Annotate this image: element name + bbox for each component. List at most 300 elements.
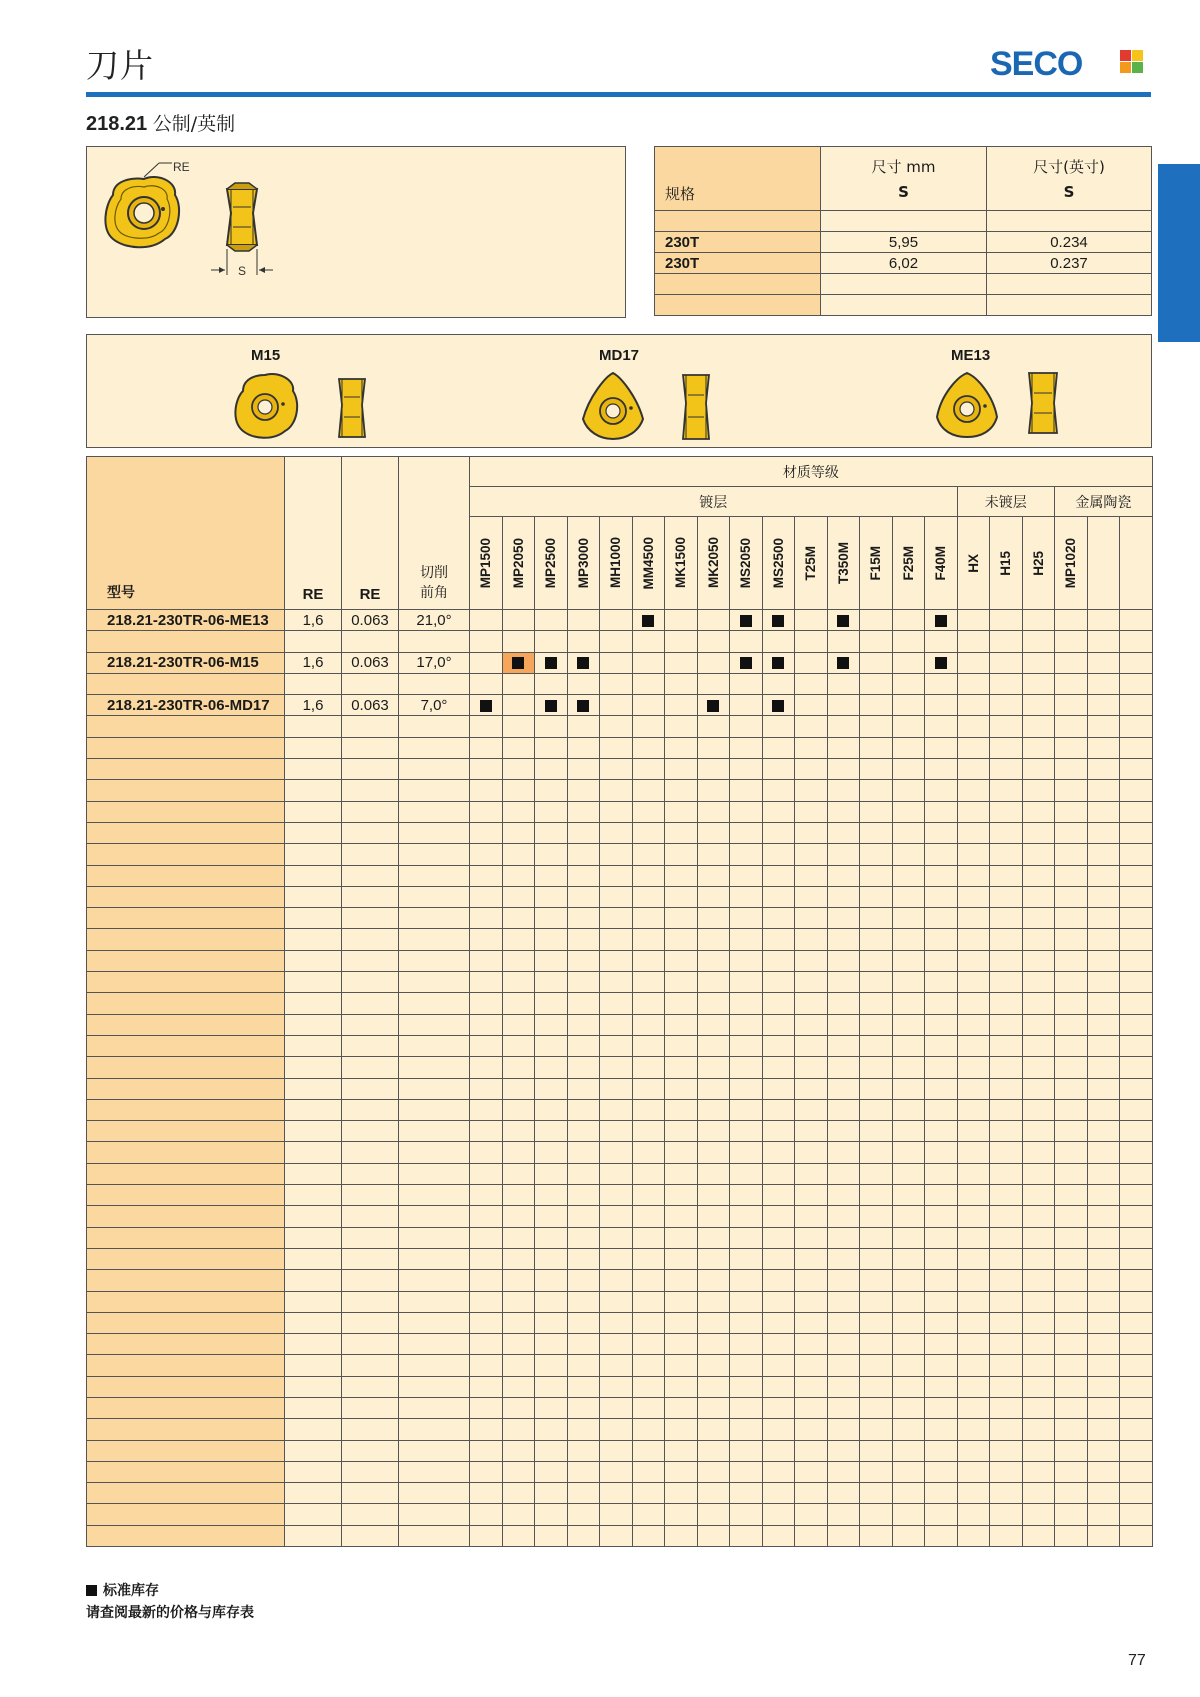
grade-cell — [892, 972, 925, 993]
row-re-in — [342, 801, 399, 822]
stock-mark-icon — [707, 700, 719, 712]
grade-cell — [470, 759, 503, 780]
grade-cell — [860, 865, 893, 886]
grade-cell — [892, 929, 925, 950]
grade-cell — [827, 1099, 860, 1120]
grade-cell — [990, 1248, 1023, 1269]
grade-cell — [1022, 1035, 1055, 1056]
grade-cell — [990, 1121, 1023, 1142]
grade-cell — [827, 1355, 860, 1376]
grade-cell — [860, 1270, 893, 1291]
grade-cell — [892, 631, 925, 652]
grade-cell — [502, 610, 535, 631]
grade-cell — [892, 1121, 925, 1142]
grade-cell — [860, 1504, 893, 1525]
grade-cell — [600, 865, 633, 886]
grade-cell — [925, 695, 958, 716]
row-code — [87, 631, 285, 652]
table-row — [87, 993, 1153, 1014]
grade-cell — [1087, 1397, 1120, 1418]
grade-cell — [925, 844, 958, 865]
grade-cell — [567, 1291, 600, 1312]
grade-cell — [600, 993, 633, 1014]
grade-cell — [600, 1419, 633, 1440]
grade-cell — [697, 695, 730, 716]
grade-cell — [827, 1014, 860, 1035]
grade-cell — [1120, 950, 1153, 971]
table-row — [87, 1291, 1153, 1312]
variant-label: M15 — [251, 347, 281, 364]
grade-cell — [665, 1483, 698, 1504]
grade-cell — [1055, 1312, 1088, 1333]
grade-cell — [502, 908, 535, 929]
grade-cell — [1022, 865, 1055, 886]
grade-cell — [795, 1291, 828, 1312]
row-rake — [399, 1035, 470, 1056]
grade-header: MH1000 — [600, 517, 633, 610]
grade-cell — [860, 1035, 893, 1056]
grade-header: MP3000 — [567, 517, 600, 610]
grade-cell — [535, 1525, 568, 1546]
stock-mark-icon — [642, 615, 654, 627]
page-number: 77 — [1128, 1652, 1146, 1669]
grade-cell — [860, 1483, 893, 1504]
grade-cell — [990, 1099, 1023, 1120]
stock-mark-icon — [772, 657, 784, 669]
grade-cell — [600, 1397, 633, 1418]
row-re-mm — [285, 780, 342, 801]
grade-cell — [535, 1121, 568, 1142]
grade-cell — [892, 673, 925, 694]
grade-cell — [665, 886, 698, 907]
row-re-in: 0.063 — [342, 610, 399, 631]
grade-cell — [1055, 1355, 1088, 1376]
row-re-in — [342, 1121, 399, 1142]
grade-cell — [1055, 822, 1088, 843]
grade-cell — [892, 1142, 925, 1163]
grade-cell — [665, 673, 698, 694]
grade-cell — [892, 886, 925, 907]
grade-cell — [1120, 1483, 1153, 1504]
grade-cell — [892, 610, 925, 631]
grade-cell — [1055, 1035, 1088, 1056]
grade-cell — [730, 822, 763, 843]
grade-cell — [470, 1291, 503, 1312]
grade-cell — [632, 1312, 665, 1333]
grade-cell — [892, 1312, 925, 1333]
grade-cell — [1022, 1291, 1055, 1312]
grade-cell — [665, 759, 698, 780]
row-rake — [399, 844, 470, 865]
grade-cell — [990, 1504, 1023, 1525]
table-row — [87, 673, 1153, 694]
grade-cell — [1120, 993, 1153, 1014]
row-re-in — [342, 1142, 399, 1163]
grade-cell — [860, 1461, 893, 1482]
grade-cell — [632, 865, 665, 886]
grade-header: MP1020 — [1055, 517, 1088, 610]
row-rake — [399, 1376, 470, 1397]
grade-cell — [600, 652, 633, 673]
row-rake — [399, 801, 470, 822]
grade-cell — [600, 759, 633, 780]
grade-cell — [892, 1057, 925, 1078]
grade-cell — [827, 716, 860, 737]
row-re-in — [342, 1227, 399, 1248]
s-label: S — [237, 264, 247, 278]
variant-label: MD17 — [599, 347, 640, 364]
grade-cell — [567, 1163, 600, 1184]
grade-cell — [990, 759, 1023, 780]
row-re-mm — [285, 1227, 342, 1248]
grade-cell — [1120, 1312, 1153, 1333]
grade-cell — [795, 865, 828, 886]
table-row — [87, 1355, 1153, 1376]
grade-cell — [665, 1248, 698, 1269]
row-code — [87, 1440, 285, 1461]
grade-cell — [697, 1525, 730, 1546]
row-rake — [399, 1163, 470, 1184]
row-re-mm — [285, 865, 342, 886]
row-re-in — [342, 908, 399, 929]
grade-header: MS2500 — [762, 517, 795, 610]
grade-cell — [1120, 972, 1153, 993]
grade-cell — [567, 695, 600, 716]
grade-cell — [925, 950, 958, 971]
grade-cell — [860, 1163, 893, 1184]
grade-cell — [730, 950, 763, 971]
grade-cell — [697, 737, 730, 758]
row-re-mm — [285, 1461, 342, 1482]
row-rake — [399, 1355, 470, 1376]
row-re-in — [342, 673, 399, 694]
grade-cell — [860, 1014, 893, 1035]
grade-cell — [1120, 780, 1153, 801]
grade-cell — [827, 993, 860, 1014]
grade-cell — [957, 1206, 990, 1227]
grade-cell — [665, 865, 698, 886]
grade-cell — [795, 1163, 828, 1184]
grade-cell — [925, 1334, 958, 1355]
grade-cell — [957, 1227, 990, 1248]
grade-cell — [730, 1291, 763, 1312]
grade-cell — [567, 759, 600, 780]
grade-cell — [697, 929, 730, 950]
grade-cell — [990, 1270, 1023, 1291]
grade-cell — [600, 1291, 633, 1312]
grade-cell — [990, 1376, 1023, 1397]
grade-cell — [470, 631, 503, 652]
grade-cell — [1055, 1397, 1088, 1418]
grade-cell — [600, 1270, 633, 1291]
grade-cell — [957, 1035, 990, 1056]
row-code — [87, 1014, 285, 1035]
grade-cell — [827, 1035, 860, 1056]
grade-cell — [1055, 1525, 1088, 1546]
row-code: 218.21-230TR-06-MD17 — [87, 695, 285, 716]
row-rake — [399, 759, 470, 780]
grade-cell — [502, 1248, 535, 1269]
grade-cell — [1022, 759, 1055, 780]
grade-cell — [665, 1035, 698, 1056]
grade-cell — [567, 737, 600, 758]
grade-cell — [1055, 737, 1088, 758]
stock-mark-icon — [740, 657, 752, 669]
grade-cell — [1022, 1248, 1055, 1269]
grade-cell — [1055, 759, 1088, 780]
table-row — [87, 716, 1153, 737]
grade-cell — [990, 631, 1023, 652]
grade-cell — [1022, 1142, 1055, 1163]
table-row — [87, 1185, 1153, 1206]
grade-cell — [535, 1397, 568, 1418]
grade-cell — [795, 1525, 828, 1546]
grade-cell — [990, 1078, 1023, 1099]
grade-cell — [1022, 822, 1055, 843]
grade-cell — [632, 652, 665, 673]
grade-cell — [860, 1227, 893, 1248]
grade-cell — [600, 929, 633, 950]
grade-cell — [470, 1121, 503, 1142]
row-re-in — [342, 1163, 399, 1184]
grade-cell — [795, 1035, 828, 1056]
grade-cell — [665, 1376, 698, 1397]
row-code — [87, 844, 285, 865]
grade-cell — [762, 1078, 795, 1099]
grade-cell — [665, 1270, 698, 1291]
grade-cell — [1120, 822, 1153, 843]
grade-cell — [860, 1397, 893, 1418]
grade-cell — [827, 1419, 860, 1440]
grade-cell — [535, 822, 568, 843]
grade-cell — [1055, 610, 1088, 631]
table-row — [87, 886, 1153, 907]
grade-cell — [925, 1397, 958, 1418]
grade-cell — [957, 950, 990, 971]
grade-cell — [892, 1419, 925, 1440]
grade-cell — [535, 886, 568, 907]
row-code — [87, 1312, 285, 1333]
coated-header: 镀层 — [470, 487, 958, 517]
grade-cell — [762, 695, 795, 716]
grade-cell — [762, 950, 795, 971]
grade-cell — [470, 673, 503, 694]
row-code — [87, 1376, 285, 1397]
row-re-in — [342, 993, 399, 1014]
stock-mark-icon — [837, 657, 849, 669]
grade-cell — [632, 1206, 665, 1227]
grade-cell — [697, 1291, 730, 1312]
row-re-mm — [285, 1099, 342, 1120]
grade-cell — [600, 695, 633, 716]
row-re-in — [342, 1483, 399, 1504]
table-row — [655, 211, 1152, 232]
grade-cell — [632, 1014, 665, 1035]
grade-cell — [567, 972, 600, 993]
row-code — [87, 1227, 285, 1248]
grade-cell — [827, 610, 860, 631]
grade-cell — [665, 652, 698, 673]
grade-cell — [535, 1057, 568, 1078]
grade-cell — [470, 908, 503, 929]
grade-cell — [535, 1248, 568, 1269]
grade-cell — [957, 1312, 990, 1333]
grade-cell — [892, 1483, 925, 1504]
grade-cell — [1087, 1142, 1120, 1163]
stock-mark-icon — [545, 700, 557, 712]
grade-cell — [567, 1397, 600, 1418]
grade-cell — [925, 1014, 958, 1035]
grade-cell — [795, 1185, 828, 1206]
grade-cell — [957, 1440, 990, 1461]
stock-mark-icon — [545, 657, 557, 669]
row-rake — [399, 1334, 470, 1355]
grade-cell — [892, 844, 925, 865]
row-re-mm — [285, 1121, 342, 1142]
grade-cell — [502, 759, 535, 780]
row-code — [87, 1057, 285, 1078]
grade-cell — [1087, 908, 1120, 929]
grade-cell — [1055, 1142, 1088, 1163]
stock-mark-icon — [837, 615, 849, 627]
grade-cell — [925, 631, 958, 652]
grade-cell — [795, 950, 828, 971]
grade-cell — [1120, 1376, 1153, 1397]
grade-cell — [990, 780, 1023, 801]
grade-cell — [535, 1035, 568, 1056]
row-re-in — [342, 759, 399, 780]
grade-cell — [535, 1206, 568, 1227]
grade-cell — [730, 716, 763, 737]
grade-cell — [860, 844, 893, 865]
grade-cell — [567, 716, 600, 737]
grade-cell — [665, 908, 698, 929]
row-code — [87, 1270, 285, 1291]
grade-cell — [795, 972, 828, 993]
grade-cell — [730, 1440, 763, 1461]
grade-cell — [567, 631, 600, 652]
grade-cell — [860, 673, 893, 694]
row-re-in — [342, 1270, 399, 1291]
grade-cell — [860, 610, 893, 631]
grade-cell — [697, 1270, 730, 1291]
grade-cell — [1055, 1078, 1088, 1099]
grade-header: MP2500 — [535, 517, 568, 610]
grade-cell — [665, 716, 698, 737]
grade-cell — [860, 908, 893, 929]
grade-cell — [957, 1376, 990, 1397]
grade-cell — [795, 1312, 828, 1333]
grade-cell — [567, 1014, 600, 1035]
grade-cell — [632, 1376, 665, 1397]
grade-cell — [827, 822, 860, 843]
grade-cell — [762, 1248, 795, 1269]
grade-cell — [502, 1014, 535, 1035]
table-row — [87, 1248, 1153, 1269]
stock-mark-icon — [86, 1585, 97, 1596]
grade-cell — [892, 1461, 925, 1482]
grade-cell — [502, 1270, 535, 1291]
grade-cell — [762, 1035, 795, 1056]
row-re-in — [342, 1206, 399, 1227]
grade-cell — [1120, 886, 1153, 907]
grade-cell — [990, 844, 1023, 865]
grade-cell — [860, 1355, 893, 1376]
grade-cell — [1087, 886, 1120, 907]
grade-cell — [535, 1185, 568, 1206]
grade-cell — [1087, 652, 1120, 673]
stock-mark-icon — [772, 615, 784, 627]
grade-cell — [1120, 1334, 1153, 1355]
row-re-mm — [285, 822, 342, 843]
grade-cell — [632, 1185, 665, 1206]
row-rake — [399, 1142, 470, 1163]
grade-cell — [730, 908, 763, 929]
variants-box — [86, 334, 1152, 448]
row-rake — [399, 886, 470, 907]
grade-cell — [827, 1291, 860, 1312]
grade-cell — [1055, 993, 1088, 1014]
grade-cell — [632, 1121, 665, 1142]
grade-cell — [957, 865, 990, 886]
grade-cell — [535, 1312, 568, 1333]
grade-cell — [1022, 673, 1055, 694]
grade-cell — [827, 1057, 860, 1078]
grade-cell — [697, 1504, 730, 1525]
header-rule — [86, 92, 1151, 97]
grade-cell — [1120, 652, 1153, 673]
grade-cell — [957, 737, 990, 758]
row-rake — [399, 1483, 470, 1504]
grade-cell — [860, 1312, 893, 1333]
grade-cell — [600, 1376, 633, 1397]
grade-cell — [957, 1163, 990, 1184]
grade-cell — [1120, 1078, 1153, 1099]
grade-cell — [990, 1334, 1023, 1355]
grade-cell — [925, 1376, 958, 1397]
col-code: 型号 — [87, 457, 285, 610]
row-re-in — [342, 1355, 399, 1376]
row-code — [87, 716, 285, 737]
grade-cell — [1087, 780, 1120, 801]
grade-cell — [730, 865, 763, 886]
grade-header: F25M — [892, 517, 925, 610]
grade-cell — [827, 865, 860, 886]
grade-cell — [1022, 652, 1055, 673]
grade-cell — [957, 1504, 990, 1525]
grade-cell — [665, 631, 698, 652]
grade-cell — [665, 1121, 698, 1142]
grade-cell — [827, 1483, 860, 1504]
grade-cell — [600, 1206, 633, 1227]
col-spec: 规格 — [655, 147, 821, 211]
grade-cell — [567, 1483, 600, 1504]
grade-cell — [1055, 1440, 1088, 1461]
grade-cell — [892, 908, 925, 929]
grade-cell — [925, 1057, 958, 1078]
grade-cell — [1120, 737, 1153, 758]
grade-cell — [697, 1483, 730, 1504]
grade-cell — [470, 1014, 503, 1035]
grade-cell — [762, 737, 795, 758]
row-re-in — [342, 1440, 399, 1461]
grade-cell — [827, 1504, 860, 1525]
grade-cell — [860, 929, 893, 950]
grade-cell — [502, 673, 535, 694]
grade-cell — [600, 950, 633, 971]
grade-cell — [502, 1142, 535, 1163]
grade-cell — [632, 950, 665, 971]
